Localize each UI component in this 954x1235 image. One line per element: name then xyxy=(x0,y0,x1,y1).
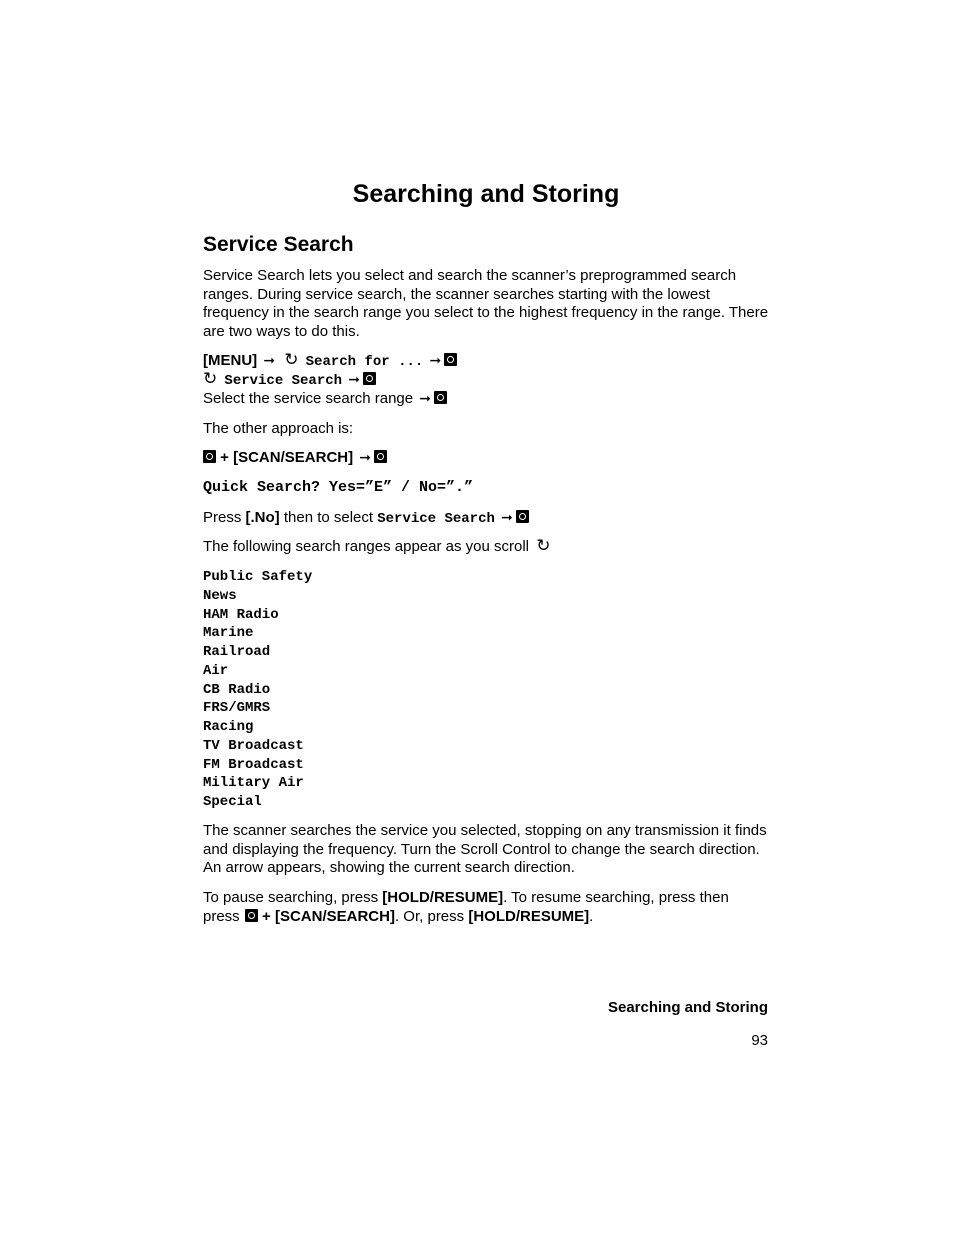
step-line-3 xyxy=(203,389,447,409)
scanner-searches-paragraph: The scanner searches the service you selected, stopping on any transmission it finds and displaying the frequency. Turn the Scroll Control to change the search direction. An arrow appears, showing the current search direction. xyxy=(203,822,767,876)
list-item: Special xyxy=(203,794,262,810)
list-item: HAM Radio xyxy=(203,606,279,623)
step-line-2 xyxy=(203,370,376,391)
menu-key: [MENU] xyxy=(203,352,258,369)
scan-search-key: + [SCAN/SEARCH] xyxy=(262,907,395,925)
section-heading: Service Search xyxy=(203,233,354,256)
search-range-list xyxy=(203,568,312,812)
right-arrow-icon: ➞ xyxy=(359,449,372,465)
service-search-option: Service Search xyxy=(224,373,343,389)
search-for-option: Search for ... xyxy=(305,354,424,370)
list-item: TV Broadcast xyxy=(203,737,304,754)
list-item: FM Broadcast xyxy=(203,756,304,773)
hold-resume-key: [HOLD/RESUME] xyxy=(382,889,504,906)
press-text: Press xyxy=(203,509,242,526)
list-item: CB Radio xyxy=(203,681,271,698)
following-ranges-line xyxy=(203,537,553,557)
list-item: Racing xyxy=(203,719,254,735)
pause-paragraph xyxy=(203,889,769,926)
knob-button-icon xyxy=(516,510,529,523)
scan-search-key: + [SCAN/SEARCH] xyxy=(220,449,354,466)
right-arrow-icon: ➞ xyxy=(501,509,513,525)
knob-button-icon xyxy=(363,372,376,385)
right-arrow-icon: ➞ xyxy=(263,352,276,368)
knob-button-icon xyxy=(434,391,447,404)
page-title: Searching and Storing xyxy=(352,180,620,208)
page-number: 93 xyxy=(751,1032,768,1049)
list-item: Military Air xyxy=(203,775,304,792)
list-item: Marine xyxy=(203,625,254,642)
list-item: Public Safety xyxy=(203,569,313,585)
hold-resume-key: [HOLD/RESUME] xyxy=(468,907,590,925)
other-approach-text: The other approach is: xyxy=(203,420,354,437)
step-line-4 xyxy=(203,448,387,468)
intro-paragraph: Service Search lets you select and search the scanner’s preprogrammed search ranges. During service search, the scanner searches starting with the lowest frequency in the search range you select to the highest frequency in the range. There are two ways to do this. xyxy=(203,267,769,340)
knob-button-icon xyxy=(203,450,216,463)
right-arrow-icon: ➞ xyxy=(429,352,442,368)
pause-text-1: To pause searching, press xyxy=(203,889,379,906)
knob-button-icon xyxy=(444,353,457,366)
list-item: News xyxy=(203,587,237,604)
quick-search-prompt: Quick Search? Yes=”E” / No=”.” xyxy=(203,479,474,496)
knob-button-icon xyxy=(245,909,258,922)
following-ranges-text: The following search ranges appear as you scroll xyxy=(203,538,530,555)
step-line-5 xyxy=(203,508,529,529)
pause-text-4: . xyxy=(589,907,594,925)
list-item: Railroad xyxy=(203,644,271,660)
scroll-icon: ↻ xyxy=(203,369,218,388)
right-arrow-icon: ➞ xyxy=(348,371,360,387)
list-item: FRS/GMRS xyxy=(203,700,271,717)
footer-title: Searching and Storing xyxy=(607,999,768,1016)
pause-text-3: . Or, press xyxy=(394,907,465,925)
pause-text-2: . To resume searching, press then press xyxy=(203,889,729,925)
select-range-text: Select the service search range xyxy=(203,390,414,407)
list-item: Air xyxy=(203,662,229,679)
right-arrow-icon: ➞ xyxy=(419,390,432,406)
no-key: [.No] xyxy=(245,509,280,526)
service-search-option: Service Search xyxy=(377,511,495,527)
scroll-icon: ↻ xyxy=(284,350,299,369)
step-line-1 xyxy=(203,351,457,372)
knob-button-icon xyxy=(374,450,387,463)
scroll-icon: ↻ xyxy=(536,536,551,555)
then-select-text: then to select xyxy=(283,509,374,526)
